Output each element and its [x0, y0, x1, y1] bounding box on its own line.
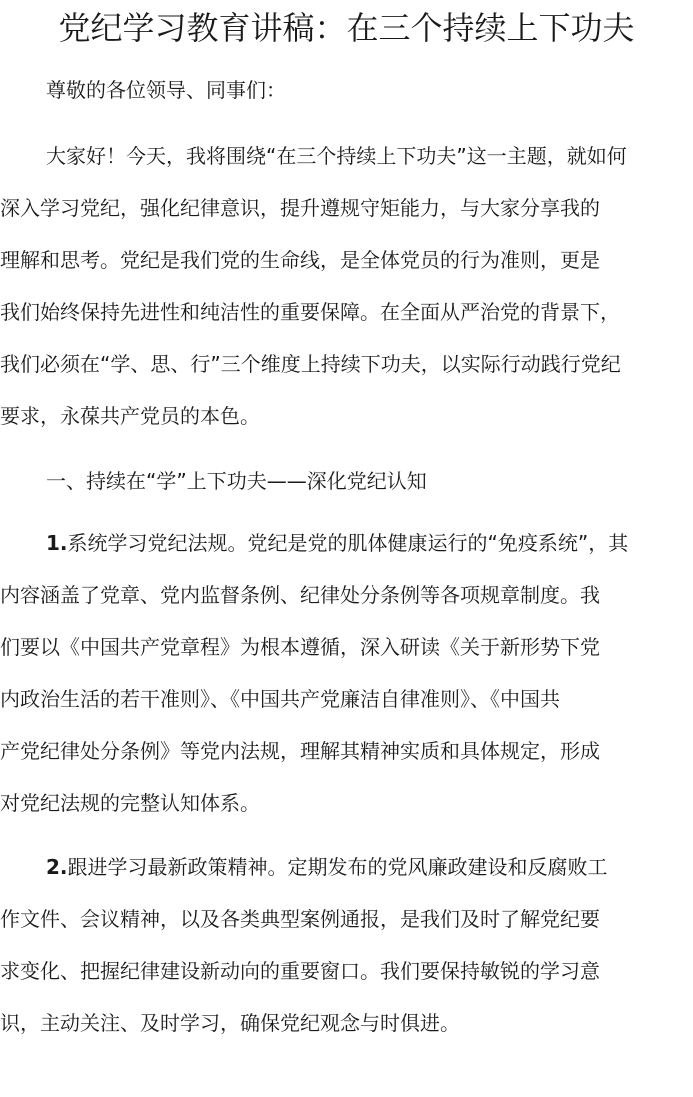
- section-heading-paragraph: [0, 455, 693, 507]
- document-title: 党纪学习教育讲稿：在三个持续上下功夫: [58, 9, 635, 47]
- point2-line: 识，主动关注、及时学习，确保党纪观念与时俱进。: [0, 1011, 460, 1035]
- intro-line: 大家好！今天，我将围绕“在三个持续上下功夫”这一主题，就如何: [46, 144, 627, 168]
- point2-first-text: 跟进学习最新政策精神。定期发布的党风廉政建设和反腐败工: [67, 855, 608, 879]
- point1-number: 1.: [46, 531, 68, 555]
- intro-paragraph: [0, 130, 693, 442]
- point2-number: 2.: [46, 855, 68, 879]
- point1-line: 产党纪律处分条例》等党内法规，理解其精神实质和具体规定，形成: [0, 739, 600, 763]
- point2-line: 求变化、把握纪律建设新动向的重要窗口。我们要保持敏锐的学习意: [0, 959, 600, 983]
- point2-line: 作文件、会议精神，以及各类典型案例通报，是我们及时了解党纪要: [0, 907, 600, 931]
- intro-line: 要求，永葆共产党员的本色。: [0, 404, 260, 428]
- intro-line: 我们必须在“学、思、行”三个维度上持续下功夫，以实际行动践行党纪: [0, 352, 621, 376]
- point2-first-line: [0, 841, 693, 893]
- section-heading: 一、持续在“学”上下功夫——深化党纪认知: [46, 469, 427, 493]
- intro-line: 深入学习党纪，强化纪律意识，提升遵规守矩能力，与大家分享我的: [0, 196, 600, 220]
- intro-line: 我们始终保持先进性和纯洁性的重要保障。在全面从严治党的背景下，: [0, 300, 620, 324]
- point1-line: 内政治生活的若干准则》、《中国共产党廉洁自律准则》、《中国共: [0, 687, 560, 711]
- point1-line: 内容涵盖了党章、党内监督条例、纪律处分条例等各项规章制度。我: [0, 583, 600, 607]
- point1-first-text: 系统学习党纪法规。党纪是党的肌体健康运行的“免疫系统”，其: [67, 531, 629, 555]
- point1-first-line: [0, 517, 693, 569]
- intro-line: 理解和思考。党纪是我们党的生命线，是全体党员的行为准则，更是: [0, 248, 600, 272]
- point1-line: 们要以《中国共产党章程》为根本遵循，深入研读《关于新形势下党: [0, 635, 600, 659]
- greeting-line: 尊敬的各位领导、同事们：: [46, 78, 286, 102]
- point2-paragraph: [0, 841, 693, 1049]
- greeting-paragraph: [0, 64, 693, 116]
- point1-line: 对党纪法规的完整认知体系。: [0, 791, 260, 815]
- point1-paragraph: [0, 517, 693, 829]
